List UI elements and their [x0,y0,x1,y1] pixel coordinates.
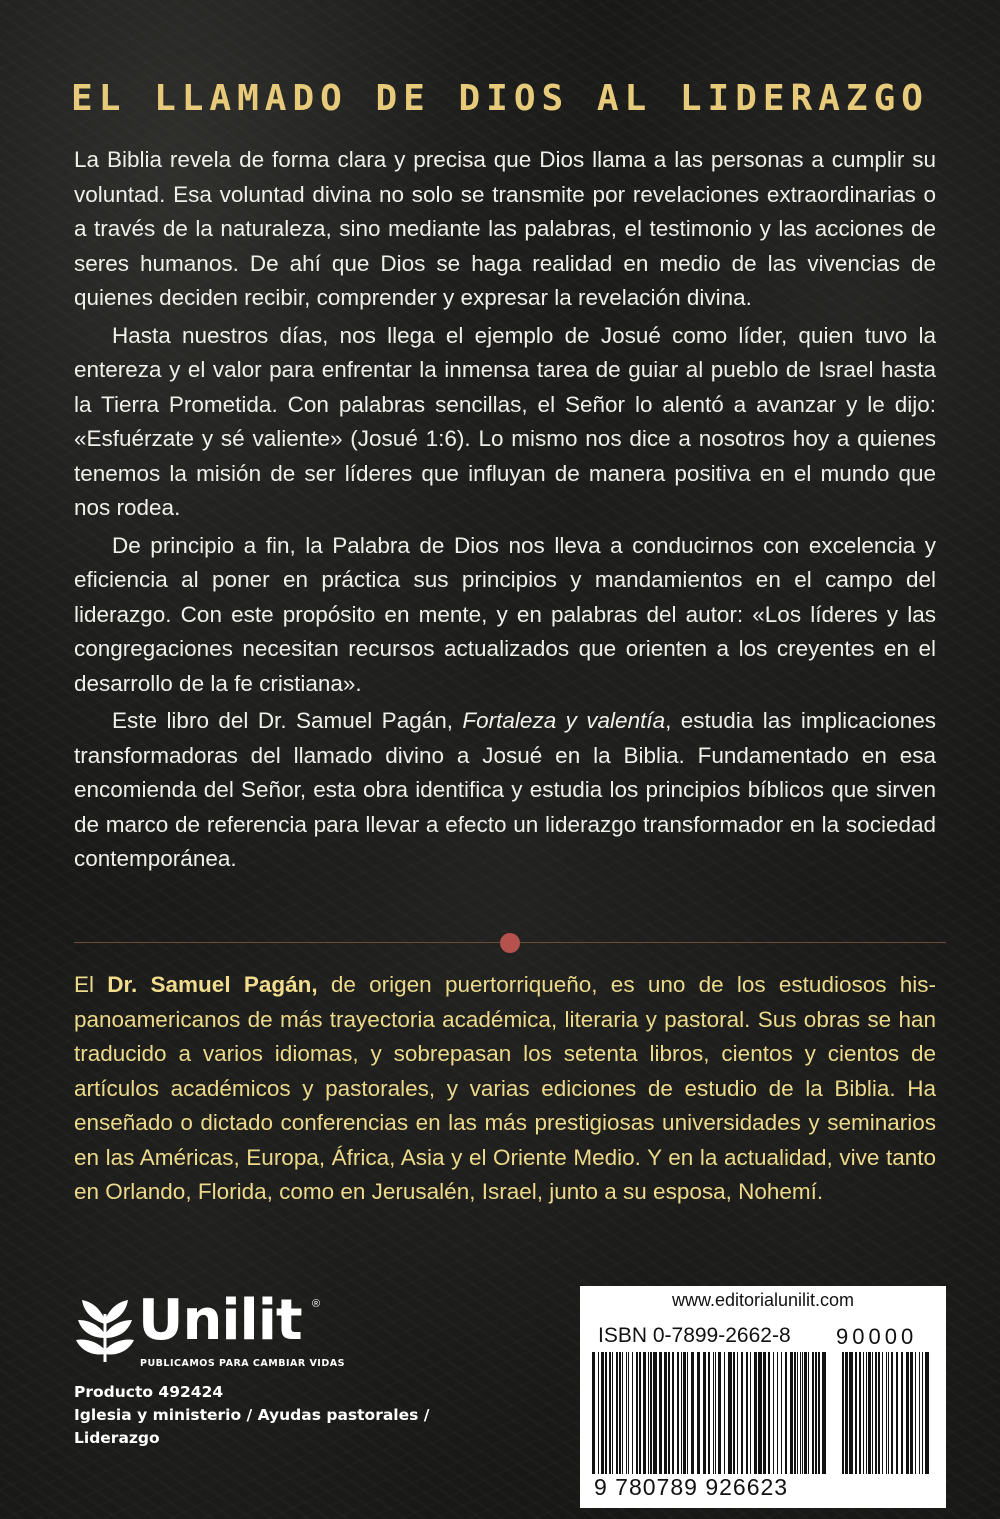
barcode-bar [790,1352,793,1474]
barcode-bar [741,1352,743,1474]
barcode-bar [619,1352,621,1474]
barcode-bar [768,1352,770,1474]
barcode-bar [715,1352,716,1474]
barcode-bar [622,1352,623,1474]
publisher-tagline: PUBLICAMOS PARA CAMBIAR VIDAS [140,1358,345,1369]
barcode-bar [802,1352,803,1474]
publisher-logo [74,1288,345,1376]
barcode-bar [872,1352,873,1474]
barcode-bar [598,1352,599,1474]
barcode-bar [758,1352,762,1474]
barcode-bar [605,1352,607,1474]
divider-dot [500,933,520,953]
barcode-bar [650,1352,652,1474]
bio-prefix: El [74,972,108,997]
barcode-bar [800,1352,801,1474]
barcode-bar [845,1352,848,1474]
paragraph-2: Hasta nuestros días, nos llega el ejemplo de Josué como líder, quien tuvo la entereza y el valor para enfrentar la inmensa tarea de guiar al pueblo de Israel hasta la Tierra Prometida. Con palabras sencillas, el Señor lo alentó a avanzar y le dijo: «Esfuérzate y sé valiente» (Josué 1:6). Lo mismo nos dice a nosotros hoy a quienes tenemos la misión de ser líderes que influyan de manera positiva en el mundo que nos rodea. [74,322,936,520]
barcode-bar [896,1352,898,1474]
barcode-bar [643,1352,646,1474]
barcode-bar [677,1352,679,1474]
barcode-bar [708,1352,710,1474]
price-barcode [842,1352,934,1474]
barcode-bar [664,1352,667,1474]
barcode-bar [687,1352,688,1474]
barcode-bar [616,1352,618,1474]
paragraph-1: La Biblia revela de forma clara y precisa que Dios llama a las personas a cumplir su voluntad. Esa voluntad divina no solo se transmite por revelaciones extraordinarias o a través de la naturaleza, sino mediante las palabras, el testimonio y las acciones de seres humanos. De ahí que Dios se haga realidad en medio de las vivencias de quienes deciden recibir, comprender y expresar la revelación divina. [74,147,936,310]
barcode-bar [797,1352,798,1474]
barcode-bar [866,1352,867,1474]
barcode-bar [886,1352,887,1474]
barcode-bar [648,1352,649,1474]
barcode-bar [859,1352,861,1474]
author-name: Dr. Samuel Pagán, [107,972,318,997]
barcode-bar [875,1352,877,1474]
barcode-bar [653,1352,657,1474]
barcode-bar [681,1352,682,1474]
barcode-bar [697,1352,700,1474]
barcode-bar [906,1352,909,1474]
barcode-bar [863,1352,864,1474]
barcode-bar [628,1352,629,1474]
barcode-bar [910,1352,913,1474]
barcode-bar [888,1352,889,1474]
barcode-bar [822,1352,826,1474]
book-section-title: EL LLAMADO DE DIOS AL LIDERAZGO [71,78,929,119]
barcode-bar [668,1352,670,1474]
isbn-barcode [592,1352,832,1474]
barcode-bar [812,1352,814,1474]
barcode-bar [691,1352,694,1474]
product-category-line1: Iglesia y ministerio / Ayudas pastorales / [74,1406,430,1424]
ean-number: 9 780789 926623 [594,1474,789,1500]
barcode-bar [925,1352,929,1474]
author-bio [74,968,936,1210]
barcode-bar [626,1352,627,1474]
book-leaves-icon [74,1298,136,1364]
bio-text: de origen puertorriqueño, es uno de los estudiosos hispanoamericanos de más trayectoria académica, literaria y pastoral. Sus obras se han traducido a varios idiomas, y sobrepasan los setenta libros, cientos y cientos de artículos académicos y pastorales, y varias ediciones de estudio de la Biblia. Ha enseñado o dictado conferencias en las más prestigiosas universidades y seminarios en las Américas, Europa, África, Asia y el Oriente Medio. Y en la actualidad, vive tanto en Orlando, Florida, como en Jerusalén, Israel, junto a su esposa, Nohemí. [74,972,936,1204]
product-info [74,1381,429,1450]
barcode-bar [922,1352,923,1474]
barcode-bar [746,1352,748,1474]
barcode-bar [855,1352,857,1474]
barcode-bar [919,1352,920,1474]
barcode-bar [703,1352,706,1474]
barcode-bar [612,1352,613,1474]
barcode-bar [849,1352,853,1474]
barcode-bar [632,1352,633,1474]
barcode-bar [636,1352,638,1474]
barcode-bar [842,1352,844,1474]
barcode-bar [868,1352,871,1474]
barcode-bar [882,1352,883,1474]
paragraph-3: De principio a fin, la Palabra de Dios nos lleva a conducirnos con excelencia y eficiencia al poner en práctica sus principios y mandamientos en el campo del liderazgo. Con este propósito en mente, y en palabras del autor: «Los líderes y las congregaciones necesitan recursos actualizados que orienten a los creyentes en el desarrollo de la fe cristiana». [74,532,936,696]
barcode-bar [815,1352,817,1474]
paragraph-4-after: , estudia las implicaciones transformadoras del llamado divino a Josué en la Biblia. Fundamentado en esa encomienda del Señor, esta obra identifica y estudia los principios bíblicos que sirven de marco de referencia para llevar a efecto un liderazgo transformador en la sociedad contemporánea. [74,708,936,871]
barcode-bar [728,1352,732,1474]
paragraph-4 [74,704,936,877]
barcode-bar [777,1352,778,1474]
publisher-name: Unilit [138,1288,302,1353]
product-number: Producto 492424 [74,1383,224,1401]
isbn-label: ISBN 0-7899-2662-8 [598,1324,791,1347]
publisher-url: www.editorialunilit.com [671,1290,855,1310]
barcode-bar [737,1352,738,1474]
barcode-bar [659,1352,662,1474]
paragraph-4-before: Este libro del Dr. Samuel Pagán, [112,708,463,733]
barcode-bar [785,1352,787,1474]
barcode-bar [683,1352,686,1474]
barcode-bar [763,1352,766,1474]
barcode-bar [794,1352,796,1474]
barcode-bar [891,1352,893,1474]
barcode-bar [781,1352,782,1474]
barcode-bar [901,1352,903,1474]
barcode-bar [878,1352,880,1474]
barcode-bar [724,1352,725,1474]
description-text [74,143,936,877]
barcode-bar [672,1352,674,1474]
barcode-bar [915,1352,916,1474]
barcode-bar [718,1352,721,1474]
barcode-bar [601,1352,604,1474]
barcode-bar [773,1352,774,1474]
barcode-bar [639,1352,641,1474]
registered-mark: ® [312,1298,321,1310]
barcode-bar [592,1352,595,1474]
barcode-panel [580,1286,946,1508]
barcode-bar [609,1352,611,1474]
barcode-bar [754,1352,757,1474]
barcode-bar [713,1352,714,1474]
barcode-bar [750,1352,751,1474]
barcode-bar [818,1352,820,1474]
price-code: 90000 [836,1324,918,1349]
barcode-bar [804,1352,807,1474]
barcode-bar [733,1352,735,1474]
book-title-italic: Fortaleza y valentía [462,708,666,733]
product-category-line2: Liderazgo [74,1429,160,1447]
barcode-bar [808,1352,809,1474]
